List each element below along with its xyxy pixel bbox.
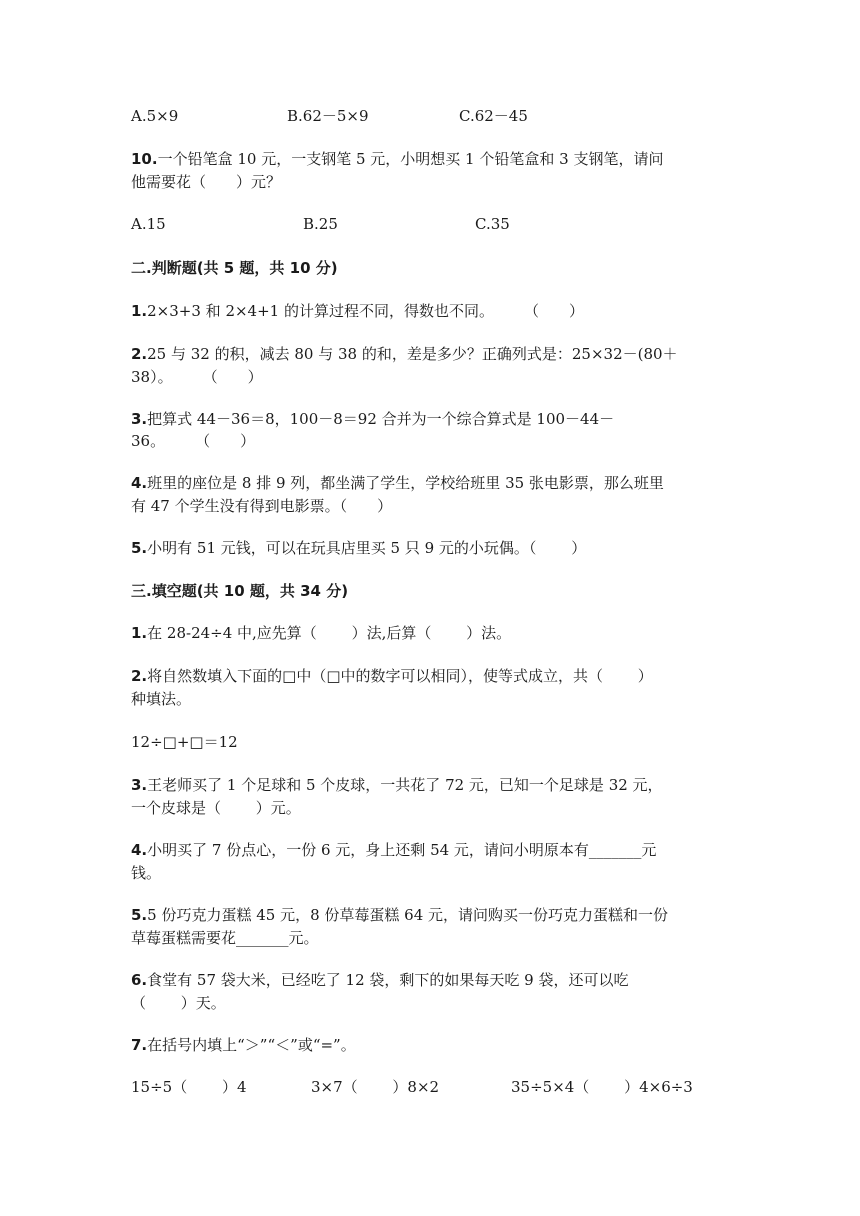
judge-question-3-line-1 [131, 410, 614, 428]
judge-question-4-line-2: 有 47 个学生没有得到电影票。（ ） [131, 497, 393, 515]
judge-question-2-line-1 [131, 345, 678, 363]
question-number: 7. [131, 1036, 148, 1054]
fill-question-3-line-2: 一个皮球是（ ）元。 [131, 799, 301, 817]
compare-item-3: 35÷5×4（ ）4×6÷3 [511, 1078, 693, 1096]
fill-question-5-line-2: 草莓蛋糕需要花_______元。 [131, 929, 319, 947]
option-b: B.25 [303, 215, 338, 233]
judge-question-2-line-2: 38）。 （ ） [131, 368, 263, 386]
question-number: 3. [131, 776, 148, 794]
question-text: 食堂有 57 袋大米，已经吃了 12 袋，剩下的如果每天吃 9 袋，还可以吃 [147, 971, 629, 989]
option-c: C.62－45 [459, 107, 528, 125]
fill-question-1 [131, 624, 511, 642]
question-text: 班里的座位是 8 排 9 列，都坐满了学生，学校给班里 35 张电影票，那么班里 [147, 474, 664, 492]
question-number: 4. [131, 474, 148, 492]
fill-question-6-line-2: （ ）天。 [131, 994, 226, 1012]
judge-question-5 [131, 539, 586, 557]
fill-question-7 [131, 1036, 356, 1054]
fill-question-2-line-1 [131, 667, 653, 685]
judge-question-4-line-1 [131, 474, 664, 492]
option-b: B.62－5×9 [287, 107, 369, 125]
question-number: 10. [131, 150, 158, 168]
question-number: 3. [131, 410, 148, 428]
question-text: 在括号内填上“＞”“＜”或“=”。 [147, 1036, 356, 1054]
fill-question-3-line-1 [131, 776, 663, 794]
question-10-line-2: 他需要花（ ）元？ [131, 173, 282, 191]
question-number: 5. [131, 539, 148, 557]
question-10-line-1 [131, 150, 663, 168]
option-a: A.15 [131, 215, 166, 233]
question-text: 小明买了 7 份点心，一份 6 元，身上还剩 54 元，请问小明原本有_______元 [147, 841, 657, 859]
fill-question-4-line-2: 钱。 [131, 864, 162, 882]
question-text: 将自然数填入下面的□中（□中的数字可以相同），使等式成立，共（ ） [147, 667, 653, 685]
section-2-title: 二.判断题(共 5 题，共 10 分) [131, 259, 338, 277]
question-number: 6. [131, 971, 148, 989]
question-text: 王老师买了 1 个足球和 5 个皮球，一共花了 72 元，已知一个足球是 32 元， [147, 776, 663, 794]
fill-question-4-line-1 [131, 841, 656, 859]
fill-question-2-equation: 12÷□+□＝12 [131, 733, 238, 751]
judge-question-1 [131, 302, 584, 320]
option-c: C.35 [475, 215, 510, 233]
question-text: 2×3+3 和 2×4+1 的计算过程不同，得数也不同。 （ ） [147, 302, 584, 320]
question-text: 25 与 32 的积，减去 80 与 38 的和，差是多少？正确列式是：25×32－(80＋ [147, 345, 678, 363]
compare-item-2: 3×7（ ）8×2 [311, 1078, 440, 1096]
question-text: 把算式 44－36＝8，100－8＝92 合并为一个综合算式是 100－44－ [147, 410, 615, 428]
question-text: 一个铅笔盒 10 元，一支钢笔 5 元，小明想买 1 个铅笔盒和 3 支钢笔，请问 [157, 150, 664, 168]
question-number: 2. [131, 667, 148, 685]
option-a: A.5×9 [131, 107, 179, 125]
judge-question-3-line-2: 36。 （ ） [131, 432, 256, 450]
question-text: 小明有 51 元钱，可以在玩具店里买 5 只 9 元的小玩偶。（ ） [147, 539, 587, 557]
section-3-title: 三.填空题(共 10 题，共 34 分) [131, 582, 349, 600]
fill-question-2-line-2: 种填法。 [131, 690, 192, 708]
question-text: 5 份巧克力蛋糕 45 元，8 份草莓蛋糕 64 元，请问购买一份巧克力蛋糕和一份 [147, 906, 669, 924]
question-number: 1. [131, 302, 148, 320]
question-text: 在 28-24÷4 中,应先算（ ）法,后算（ ）法。 [147, 624, 512, 642]
fill-question-5-line-1 [131, 906, 668, 924]
question-number: 2. [131, 345, 148, 363]
question-number: 4. [131, 841, 148, 859]
question-number: 5. [131, 906, 148, 924]
question-number: 1. [131, 624, 148, 642]
fill-question-6-line-1 [131, 971, 628, 989]
compare-item-1: 15÷5（ ）4 [131, 1078, 247, 1096]
